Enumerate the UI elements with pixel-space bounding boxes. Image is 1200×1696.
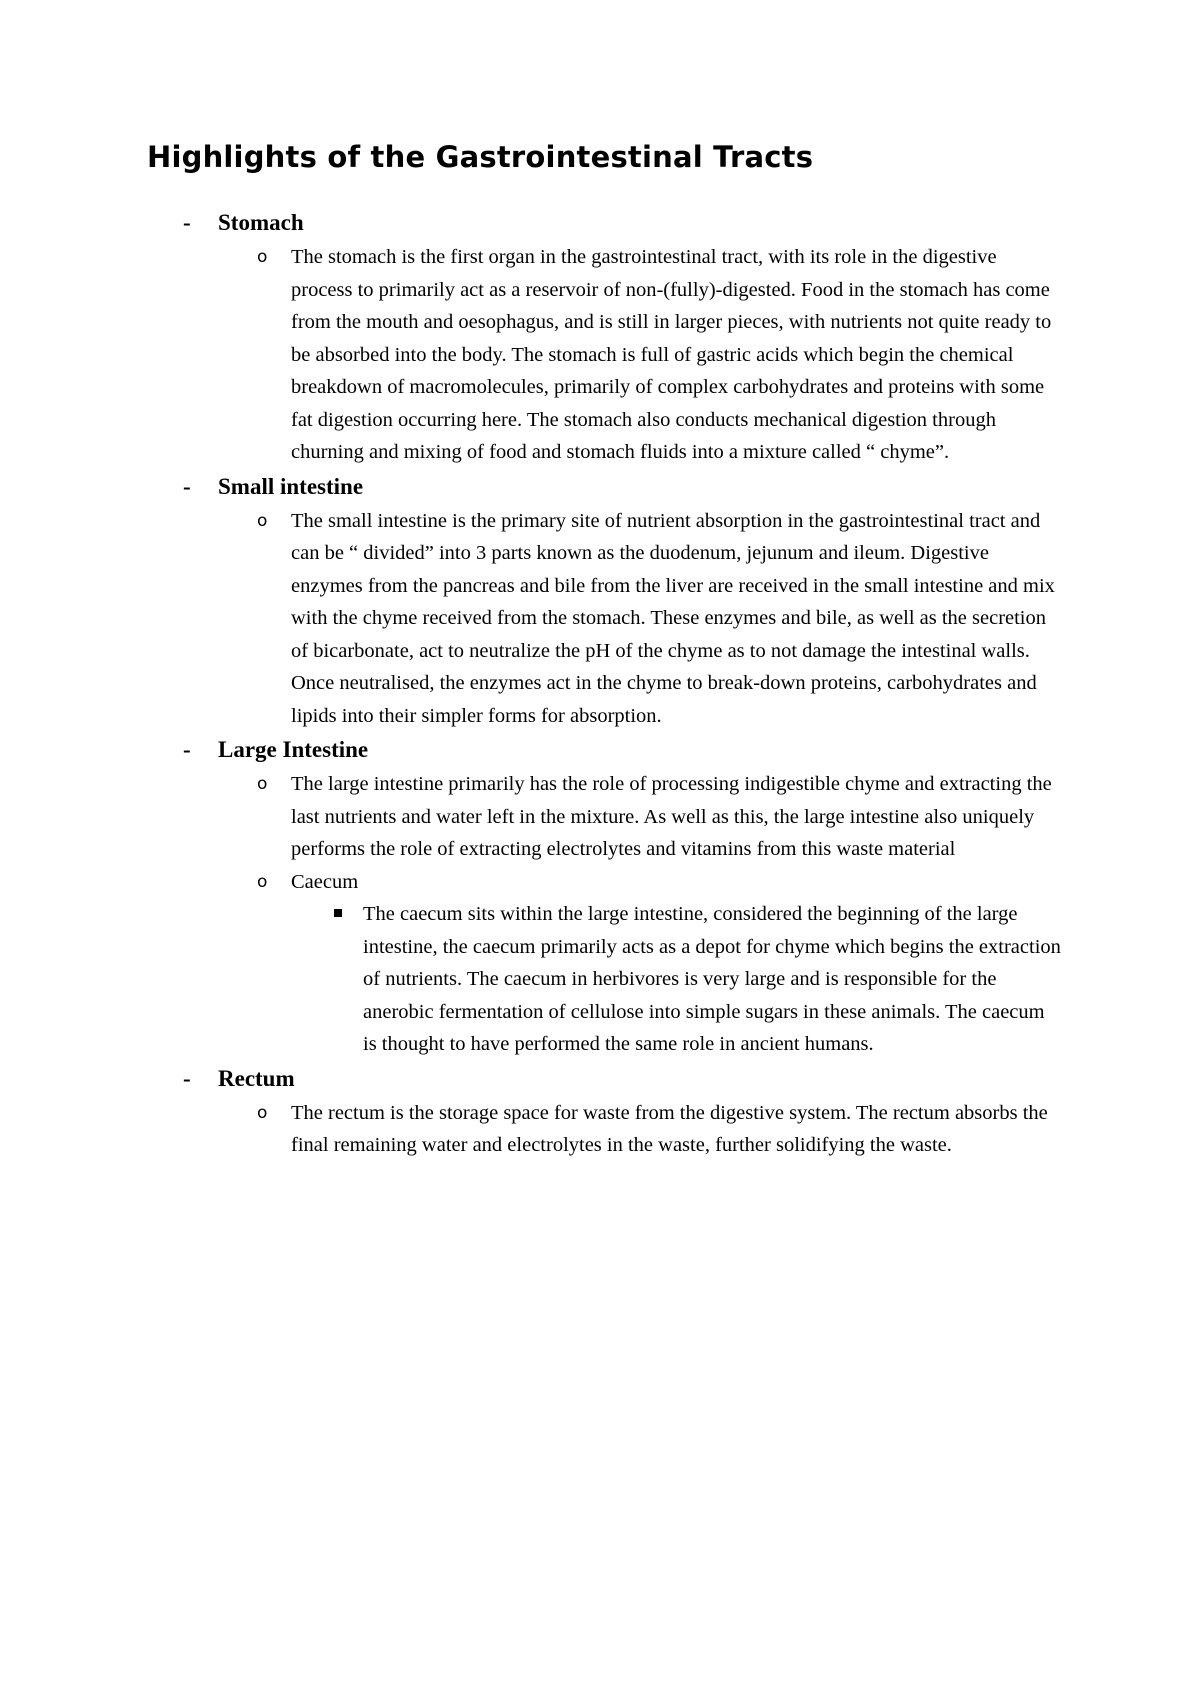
circle-bullet-icon: o	[257, 1102, 268, 1123]
circle-bullet-icon: o	[257, 247, 268, 267]
circle-bullet-icon: o	[257, 774, 268, 794]
dash-bullet: -	[183, 1065, 191, 1091]
circle-bullet-icon: o	[257, 510, 268, 531]
sub-list-item-text: The caecum sits within the large intestine, considered the beginning of the large intestine, the caecum primarily acts as a depot for chyme which begins the extraction of nutrients. The caecum in herbivores is very large and is responsible for the anerobic fermentation of cellulose into simple sugars in these animals. The caecum is thought to have performed the same role in ancient humans.	[363, 903, 1061, 1055]
outline-list	[183, 205, 1063, 1162]
section-heading-label: Stomach	[218, 210, 304, 235]
section-heading	[183, 732, 1063, 768]
section-large-intestine	[183, 732, 1063, 1061]
dash-bullet: -	[183, 210, 191, 235]
section-heading-label: Small intestine	[218, 473, 364, 499]
list-item-text: The small intestine is the primary site of nutrient absorption in the gastrointestinal tract and can be “ divided” into 3 parts known as the duodenum, jejunum and ileum. Digestive enzymes from the pancreas and bile from the liver are received in the small intestine and mix with the chyme received from the stomach. These enzymes and bile, as well as the secretion of bicarbonate, act to neutralize the pH of the chyme as to not damage the intestinal walls. Once neutralised, the enzymes act in the chyme to break-down proteins, carbohydrates and lipids into their simpler forms for absorption.	[291, 509, 1055, 727]
list-item-text: The stomach is the first organ in the gastrointestinal tract, with its role in the digestive process to primarily act as a reservoir of non-(fully)-digested. Food in the stomach has come from the mouth and oesophagus, and is still in larger pieces, with nutrients not quite ready to be absorbed into the body. The stomach is full of gastric acids which begin the chemical breakdown of macromolecules, primarily of complex carbohydrates and proteins with some fat digestion occurring here. The stomach also conducts mechanical digestion through churning and mixing of food and stomach fluids into a mixture called “ chyme”.	[291, 246, 1052, 463]
page-title: Highlights of the Gastrointestinal Tracts	[147, 140, 814, 174]
dash-bullet: -	[183, 473, 191, 499]
list-item	[183, 505, 1063, 733]
section-heading-label: Large Intestine	[218, 737, 369, 762]
section-small-intestine	[183, 469, 1063, 733]
list-item-text: The rectum is the storage space for waste from the digestive system. The rectum absorbs the final remaining water and electrolytes in the waste, further solidifying the waste.	[291, 1101, 1048, 1156]
list-item	[183, 241, 1063, 469]
list-item	[183, 768, 1063, 866]
list-item-caecum	[183, 866, 1063, 899]
section-stomach	[183, 205, 1063, 469]
section-rectum	[183, 1061, 1063, 1162]
section-heading	[183, 1061, 1063, 1097]
section-heading-label: Rectum	[218, 1065, 295, 1091]
dash-bullet: -	[183, 737, 191, 762]
sub-list-item	[183, 898, 1063, 1061]
list-item-text: Caecum	[291, 870, 359, 893]
section-heading	[183, 205, 1063, 241]
list-item	[183, 1097, 1063, 1162]
section-heading	[183, 469, 1063, 505]
list-item-text: The large intestine primarily has the role of processing indigestible chyme and extracting the last nutrients and water left in the mixture. As well as this, the large intestine also uniquely performs the role of extracting electrolytes and vitamins from this waste material	[291, 773, 1052, 860]
circle-bullet-icon: o	[257, 871, 268, 892]
square-bullet-icon	[334, 909, 342, 917]
